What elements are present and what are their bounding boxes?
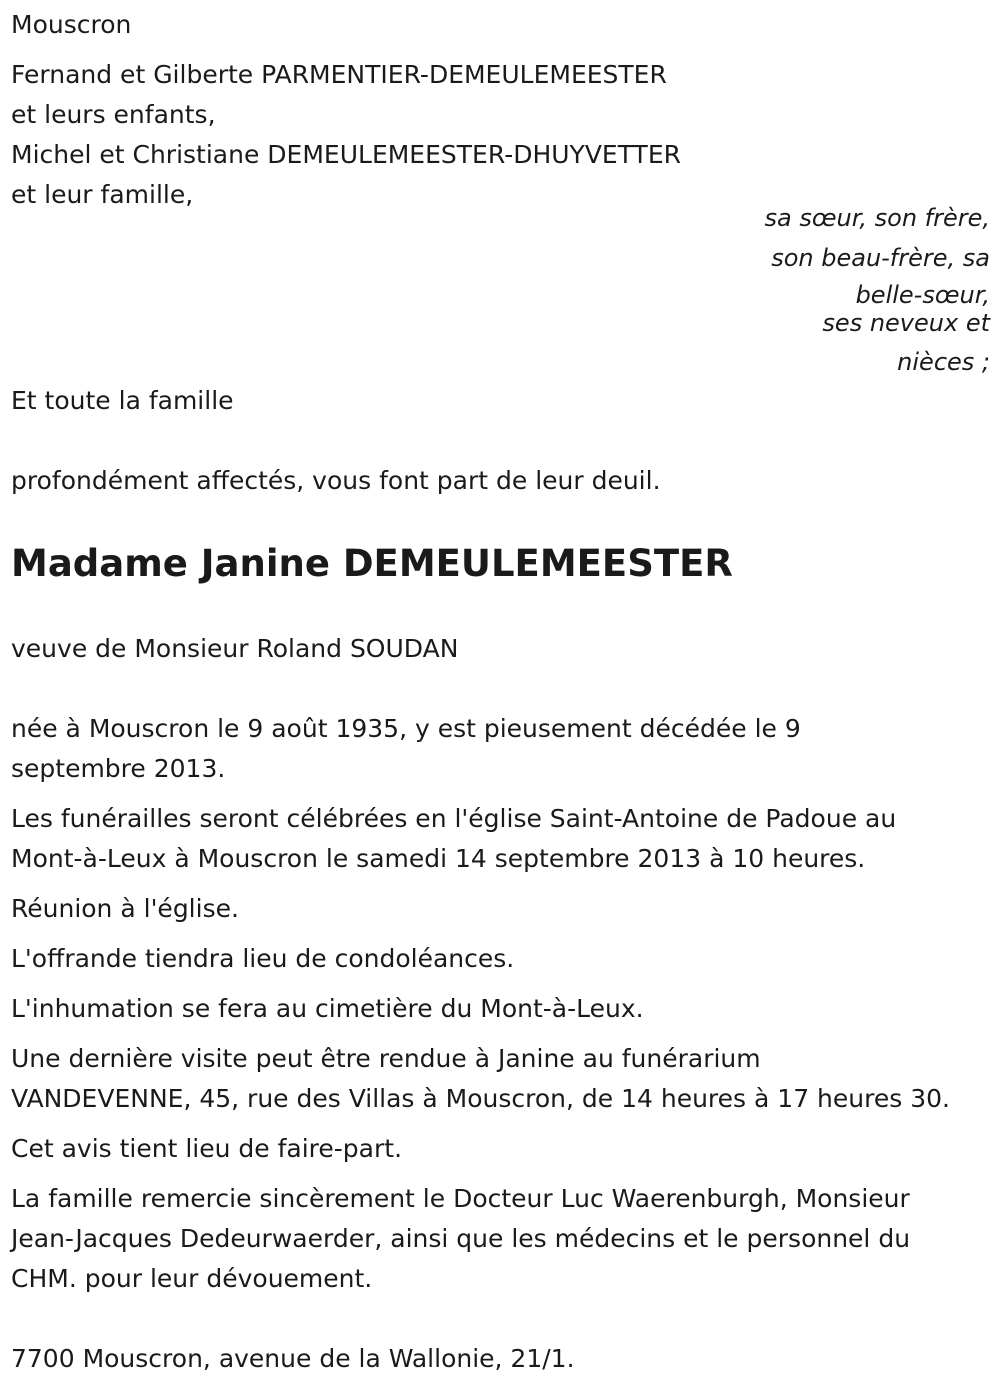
address-line: 7700 Mouscron, avenue de la Wallonie, 21/1. [11,1344,575,1373]
visit-line: Une dernière visite peut être rendue à Janine au funérarium [11,1044,761,1073]
relation-line: belle-sœur, [855,281,990,309]
family-line: Michel et Christiane DEMEULEMEESTER-DHUYVETTER [11,140,681,169]
meeting-paragraph [11,889,991,929]
notice-line: Cet avis tient lieu de faire-part. [11,1134,403,1163]
birth-death-line: septembre 2013. [11,754,226,783]
family-line: Fernand et Gilberte PARMENTIER-DEMEULEMEESTER [11,60,667,89]
widow-paragraph [11,629,991,669]
offering-paragraph [11,939,991,979]
birth-death-paragraph [11,709,991,789]
burial-line: L'inhumation se fera au cimetière du Mont-à-Leux. [11,994,644,1023]
thanks-line: CHM. pour leur dévouement. [11,1264,373,1293]
offering-line: L'offrande tiendra lieu de condoléances. [11,944,515,973]
deceased-name: Madame Janine DEMEULEMEESTER [11,542,733,585]
relation-line: nièces ; [897,348,990,376]
funeral-paragraph [11,799,991,879]
thanks-line: La famille remercie sincèrement le Docteur Luc Waerenburgh, Monsieur [11,1184,910,1213]
notice-details [11,629,991,1389]
funeral-line: Les funérailles seront célébrées en l'église Saint-Antoine de Padoue au [11,804,897,833]
family-line: et leurs enfants, [11,100,216,129]
birth-death-line: née à Mouscron le 9 août 1935, y est pieusement décédée le 9 [11,714,801,743]
relation-line: sa sœur, son frère, [764,204,990,232]
burial-paragraph [11,989,991,1029]
family-list [11,55,991,215]
relation-line: son beau-frère, sa [771,244,990,272]
relation-line: ses neveux et [822,309,990,337]
thanks-line: Jean-Jacques Dedeurwaerder, ainsi que les médecins et le personnel du [11,1224,911,1253]
thanks-paragraph [11,1179,991,1299]
address-paragraph [11,1339,991,1379]
widow-line: veuve de Monsieur Roland SOUDAN [11,634,459,663]
affected-line: profondément affectés, vous font part de leur deuil. [11,466,661,495]
meeting-line: Réunion à l'église. [11,894,239,923]
notice-paragraph [11,1129,991,1169]
all-family-line: Et toute la famille [11,386,234,415]
visit-line: VANDEVENNE, 45, rue des Villas à Mouscron, de 14 heures à 17 heures 30. [11,1084,950,1113]
family-line: et leur famille, [11,180,194,209]
visit-paragraph [11,1039,991,1119]
city-heading: Mouscron [11,10,132,39]
obituary-notice [11,5,991,215]
relations-caption [690,198,990,382]
funeral-line: Mont-à-Leux à Mouscron le samedi 14 septembre 2013 à 10 heures. [11,844,866,873]
